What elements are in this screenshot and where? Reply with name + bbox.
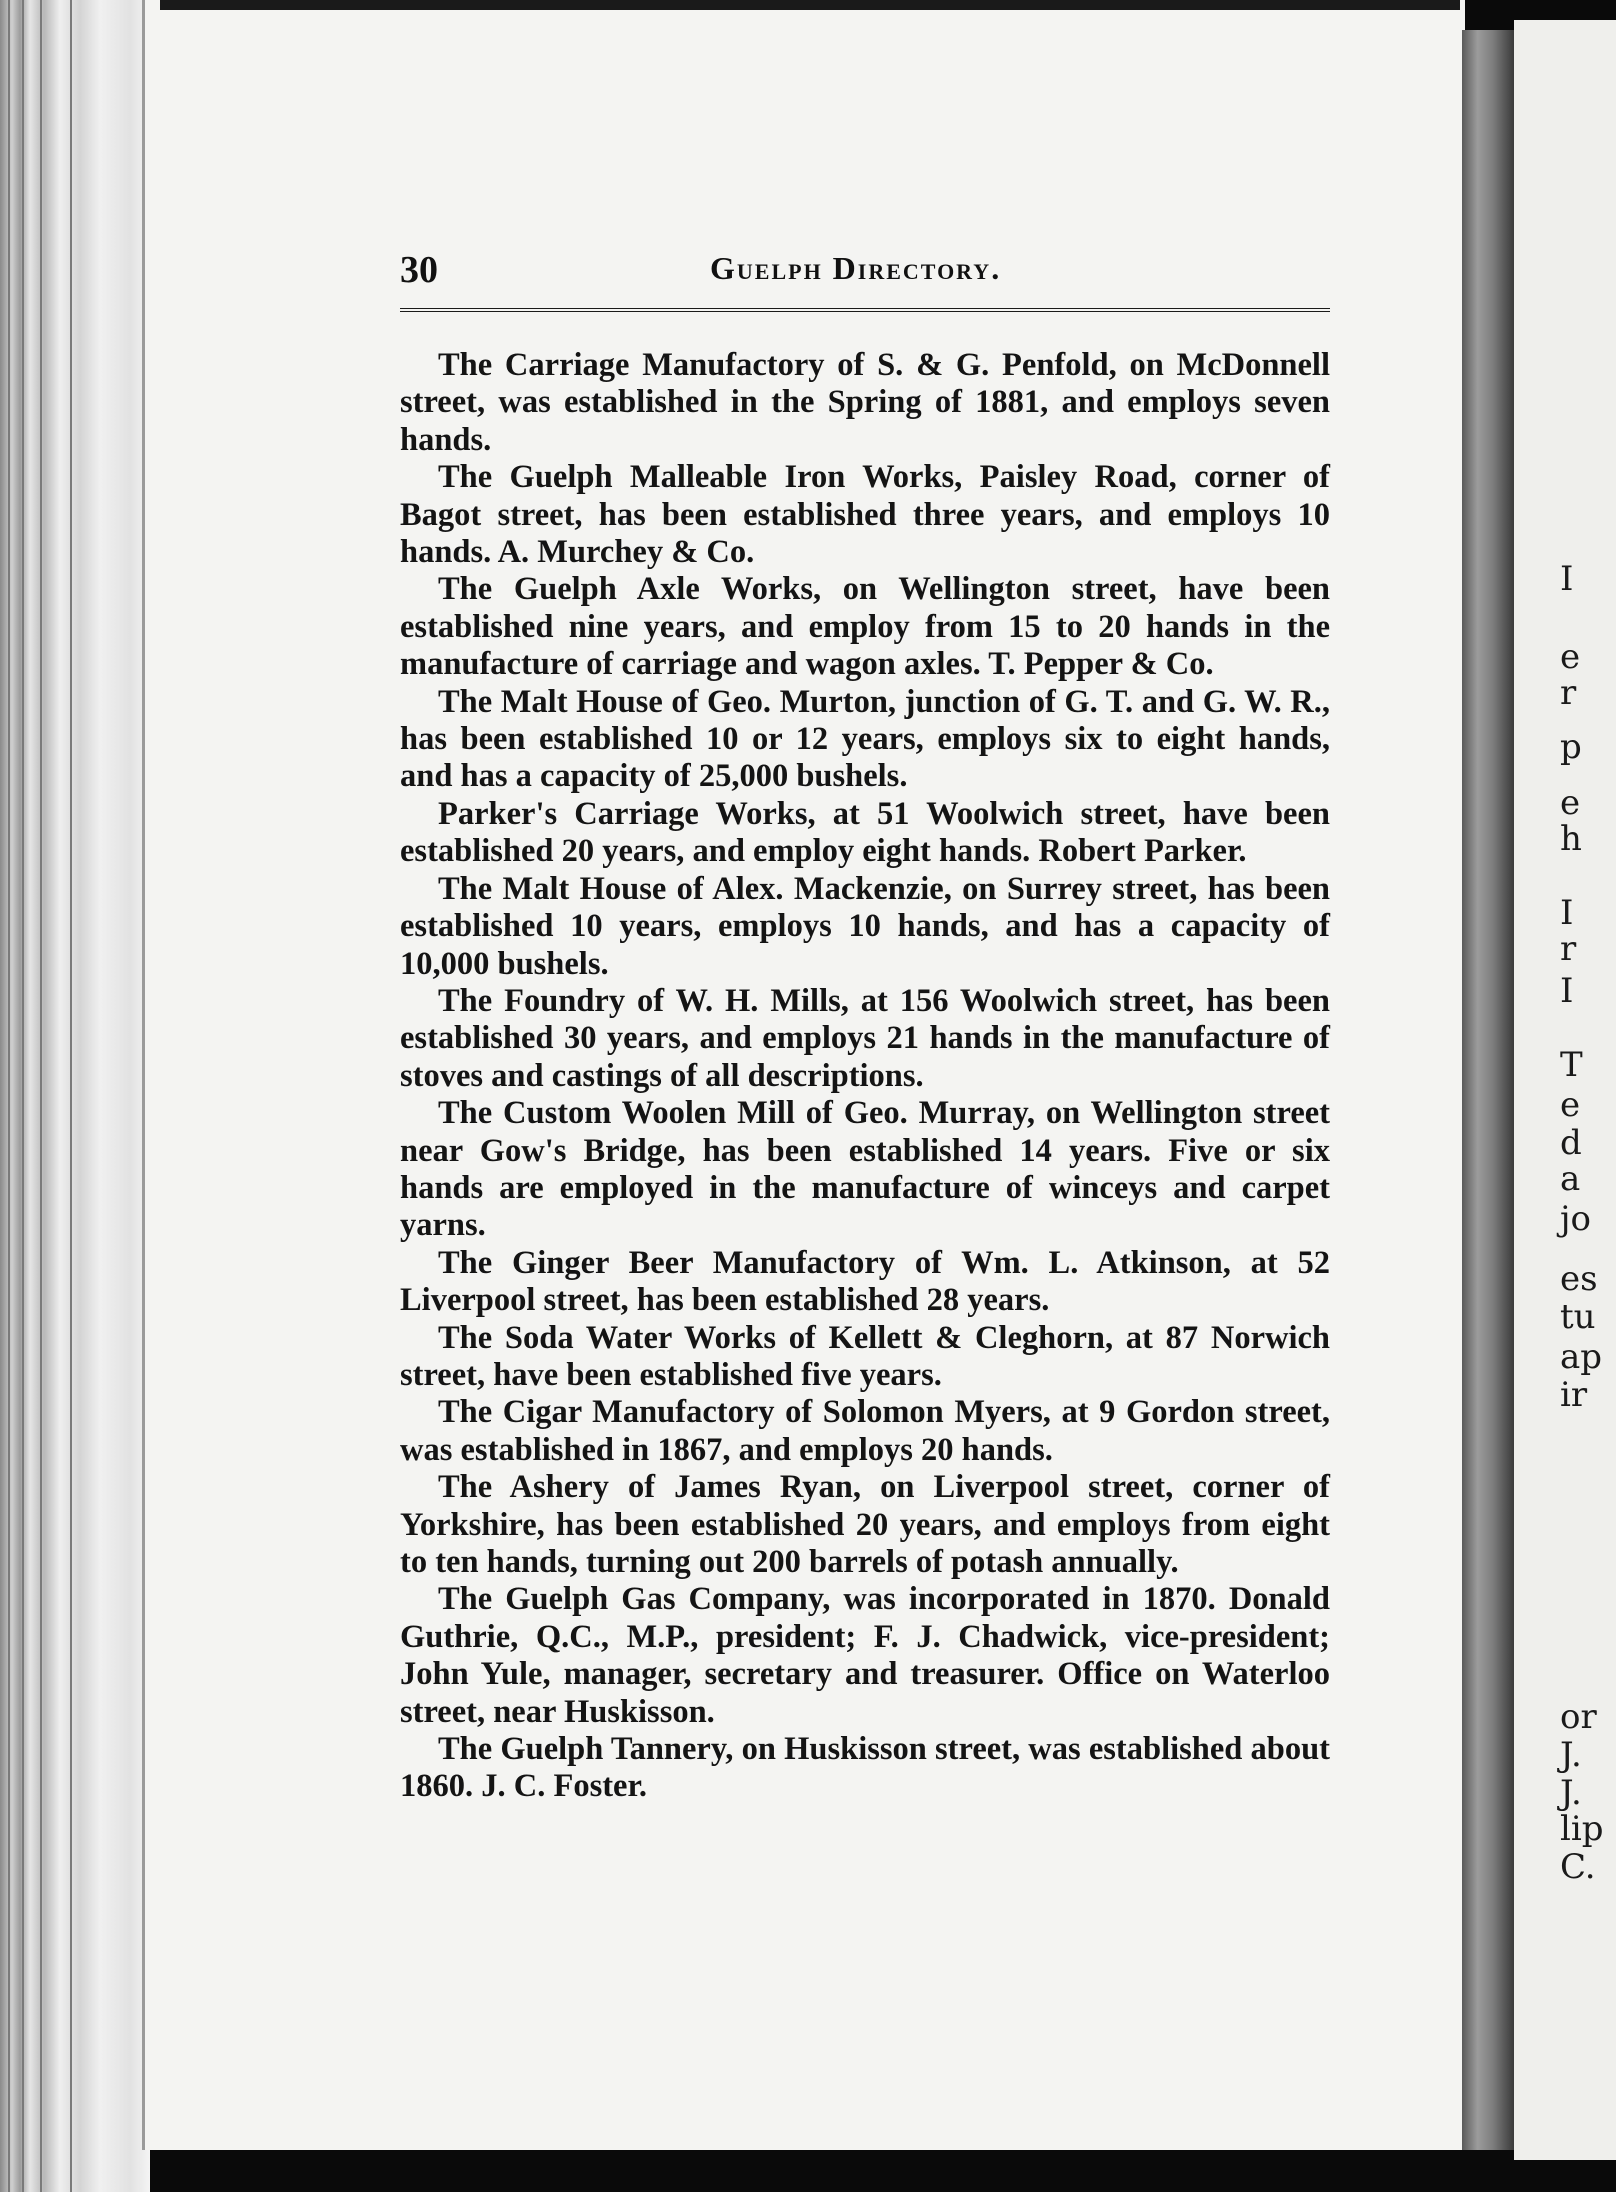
adjacent-page-fragment: e: [1560, 783, 1581, 823]
book-spine: [1462, 30, 1514, 2150]
paragraph-gas-company: The Guelph Gas Company, was incorporated in 1870. Donald Guthrie, Q.C., M.P., president; F. J. Chadwick, vice-president; John Yule, manager, secretary and treasurer. Office on Waterloo street, near Huskisson.: [400, 1581, 1330, 1730]
adjacent-page-fragment: jo: [1560, 1199, 1592, 1239]
paragraph-malleable-iron: The Guelph Malleable Iron Works, Paisley Road, corner of Bagot street, has been established three years, and employs 10 hands. A. Murchey & Co.: [400, 459, 1330, 571]
paragraph-ginger-beer: The Ginger Beer Manufactory of Wm. L. Atkinson, at 52 Liverpool street, has been established 28 years.: [400, 1244, 1330, 1319]
adjacent-page-fragment: e: [1560, 637, 1581, 677]
adjacent-page-fragment: I: [1560, 559, 1574, 599]
paragraph-penfold: The Carriage Manufactory of S. & G. Penfold, on McDonnell street, was established in the Spring of 1881, and employs seven hands.: [400, 347, 1330, 458]
paragraph-cigar: The Cigar Manufactory of Solomon Myers, at 9 Gordon street, was established in 1867, and employs 20 hands.: [400, 1394, 1330, 1468]
adjacent-page-fragment: T: [1560, 1045, 1583, 1085]
adjacent-page-fragment: tu: [1560, 1297, 1596, 1337]
paragraph-tannery: The Guelph Tannery, on Huskisson street, was established about 1860. J. C. Foster.: [400, 1731, 1330, 1805]
page-header: [400, 248, 1330, 294]
paragraph-ashery: The Ashery of James Ryan, on Liverpool street, corner of Yorkshire, has been established 20 years, and employs from eight to ten hands, turning out 200 barrels of potash annually.: [400, 1469, 1330, 1580]
adjacent-page-fragment: a: [1560, 1159, 1581, 1199]
adjacent-page-fragment: ap: [1560, 1337, 1603, 1377]
adjacent-page-fragment: e: [1560, 1085, 1581, 1125]
adjacent-page-fragment: p: [1560, 727, 1582, 767]
paragraph-murray-woolen: The Custom Woolen Mill of Geo. Murray, on Wellington street near Gow's Bridge, has been established 14 years. Five or six hands are employed in the manufacture of winceys and carpet yarns.: [400, 1095, 1330, 1244]
adjacent-page-fragment: ir: [1560, 1375, 1588, 1415]
adjacent-page-fragment: r: [1560, 673, 1577, 713]
paragraph-parker-carriage: Parker's Carriage Works, at 51 Woolwich street, have been established 20 years, and employ eight hands. Robert Parker.: [400, 795, 1330, 870]
running-head: Guelph Directory.: [710, 250, 1002, 286]
adjacent-page-fragment: I: [1560, 971, 1574, 1011]
adjacent-page-fragment: lip: [1560, 1809, 1604, 1849]
page-edge-line: [40, 0, 42, 2192]
adjacent-page-fragment: J.: [1560, 1773, 1582, 1813]
page-edge-line: [70, 0, 72, 2192]
adjacent-page-fragment: or: [1560, 1697, 1597, 1737]
header-rule: [400, 308, 1330, 312]
adjacent-page-fragment: d: [1560, 1123, 1582, 1163]
page-top-shadow: [160, 0, 1460, 10]
page-edge-line: [8, 0, 10, 2192]
adjacent-page-fragment: r: [1560, 929, 1577, 969]
adjacent-page-fragment: J.: [1560, 1735, 1582, 1775]
page-edge-line: [22, 0, 24, 2192]
paragraph-mills-foundry: The Foundry of W. H. Mills, at 156 Woolwich street, has been established 30 years, and employs 21 hands in the manufacture of stoves and castings of all descriptions.: [400, 982, 1330, 1094]
body-text: [400, 347, 1330, 1806]
stacked-page-edges: [0, 0, 150, 2192]
adjacent-page-fragment: I: [1560, 893, 1574, 933]
adjacent-page-fragment: h: [1560, 819, 1582, 859]
page-number: 30: [400, 249, 438, 291]
paragraph-axle-works: The Guelph Axle Works, on Wellington street, have been established nine years, and employ from 15 to 20 hands in the manufacture of carriage and wagon axles. T. Pepper & Co.: [400, 571, 1330, 683]
paragraph-murton-malt: The Malt House of Geo. Murton, junction of G. T. and G. W. R., has been established 10 or 12 years, employs six to eight hands, and has a capacity of 25,000 bushels.: [400, 683, 1330, 795]
adjacent-page-fragment: es: [1560, 1259, 1598, 1299]
paragraph-mackenzie-malt: The Malt House of Alex. Mackenzie, on Surrey street, has been established 10 years, employs 10 hands, and has a capacity of 10,000 bushels.: [400, 870, 1330, 982]
paragraph-soda-water: The Soda Water Works of Kellett & Cleghorn, at 87 Norwich street, have been established five years.: [400, 1319, 1330, 1393]
adjacent-page-fragment: C.: [1560, 1847, 1596, 1887]
